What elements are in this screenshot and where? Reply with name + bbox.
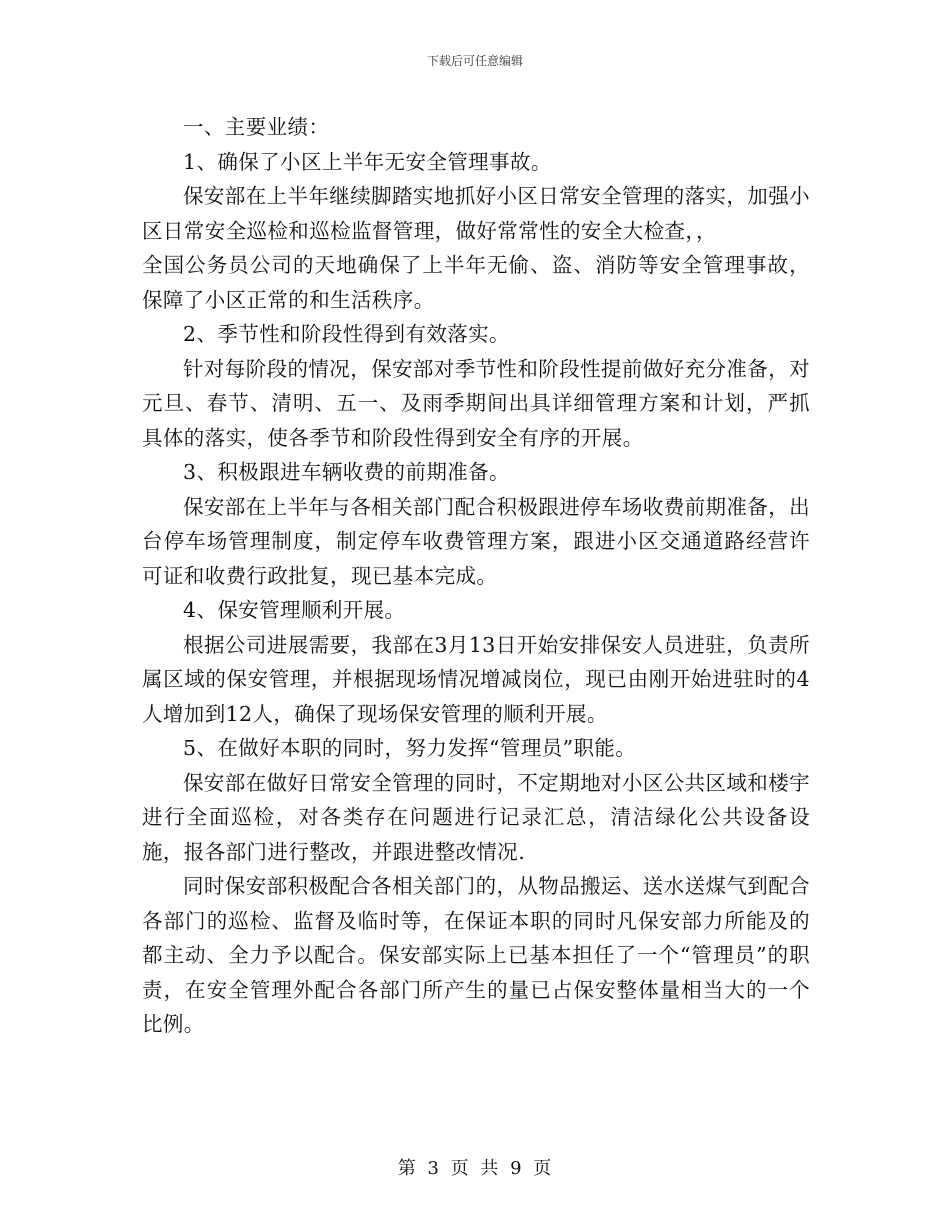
paragraph-item-3-body: 保安部在上半年与各相关部门配合积极跟进停车场收费前期准备，出台停车场管理制度，制定停车收费管理方案，跟进小区交通道路经营许可证和收费行政批复，现已基本完成。 [142, 494, 810, 588]
page-header [0, 52, 950, 69]
paragraph-item-4-heading: 4、保安管理顺利开展。 [183, 598, 406, 622]
paragraph-item-3-heading: 3、积极跟进车辆收费的前期准备。 [183, 460, 510, 484]
paragraph-item-1-body-a: 保安部在上半年继续脚踏实地抓好小区日常安全管理的落实，加强小区日常安全巡检和巡检监督管理，做好常常性的安全大检查，， [142, 184, 810, 243]
footer-suffix: 页 [533, 1158, 553, 1179]
footer-current-page: 3 [427, 1158, 440, 1179]
footer-total-pages: 9 [510, 1158, 523, 1179]
document-body [142, 110, 810, 1042]
paragraph-item-5-body-b: 同时保安部积极配合各相关部门的，从物品搬运、送水送煤气到配合各部门的巡检、监督及临时等，在保证本职的同时凡保安部力所能及的都主动、全力予以配合。保安部实际上已基本担任了一个“管理员”的职责，在安全管理外配合各部门所产生的量已占保安整体量相当大的一个比例。 [142, 874, 810, 1036]
paragraph-item-1-body-b: 全国公务员公司的天地确保了上半年无偷、盗、消防等安全管理事故，保障了小区正常的和生活秩序。 [142, 253, 810, 312]
paragraph-item-2-body: 针对每阶段的情况，保安部对季节性和阶段性提前做好充分准备，对元旦、春节、清明、五一、及雨季期间出具详细管理方案和计划，严抓具体的落实，使各季节和阶段性得到安全有序的开展。 [142, 356, 810, 450]
paragraph-item-5-heading: 5、在做好本职的同时，努力发挥“管理员”职能。 [183, 736, 637, 760]
paragraph-item-2-heading: 2、季节性和阶段性得到有效落实。 [183, 322, 510, 346]
footer-page-unit: 页 [450, 1158, 470, 1179]
page-footer [0, 1154, 950, 1180]
paragraph-item-5-body-a: 保安部在做好日常安全管理的同时，不定期地对小区公共区域和楼宇进行全面巡检，对各类存在问题进行记录汇总，清洁绿化公共设备设施，报各部门进行整改，并跟进整改情况. [142, 770, 810, 864]
header-text: 下载后可任意编辑 [426, 54, 523, 68]
paragraph-section-heading: 一、主要业绩： [183, 115, 330, 139]
footer-total-word: 共 [480, 1158, 500, 1179]
paragraph-item-4-body: 根据公司进展需要，我部在3月13日开始安排保安人员进驻，负责所属区域的保安管理，并根据现场情况增减岗位，现已由刚开始进驻时的4人增加到12人，确保了现场保安管理的顺利开展。 [142, 632, 810, 726]
footer-prefix: 第 [397, 1158, 417, 1179]
paragraph-item-1-heading: 1、确保了小区上半年无安全管理事故。 [183, 149, 552, 174]
